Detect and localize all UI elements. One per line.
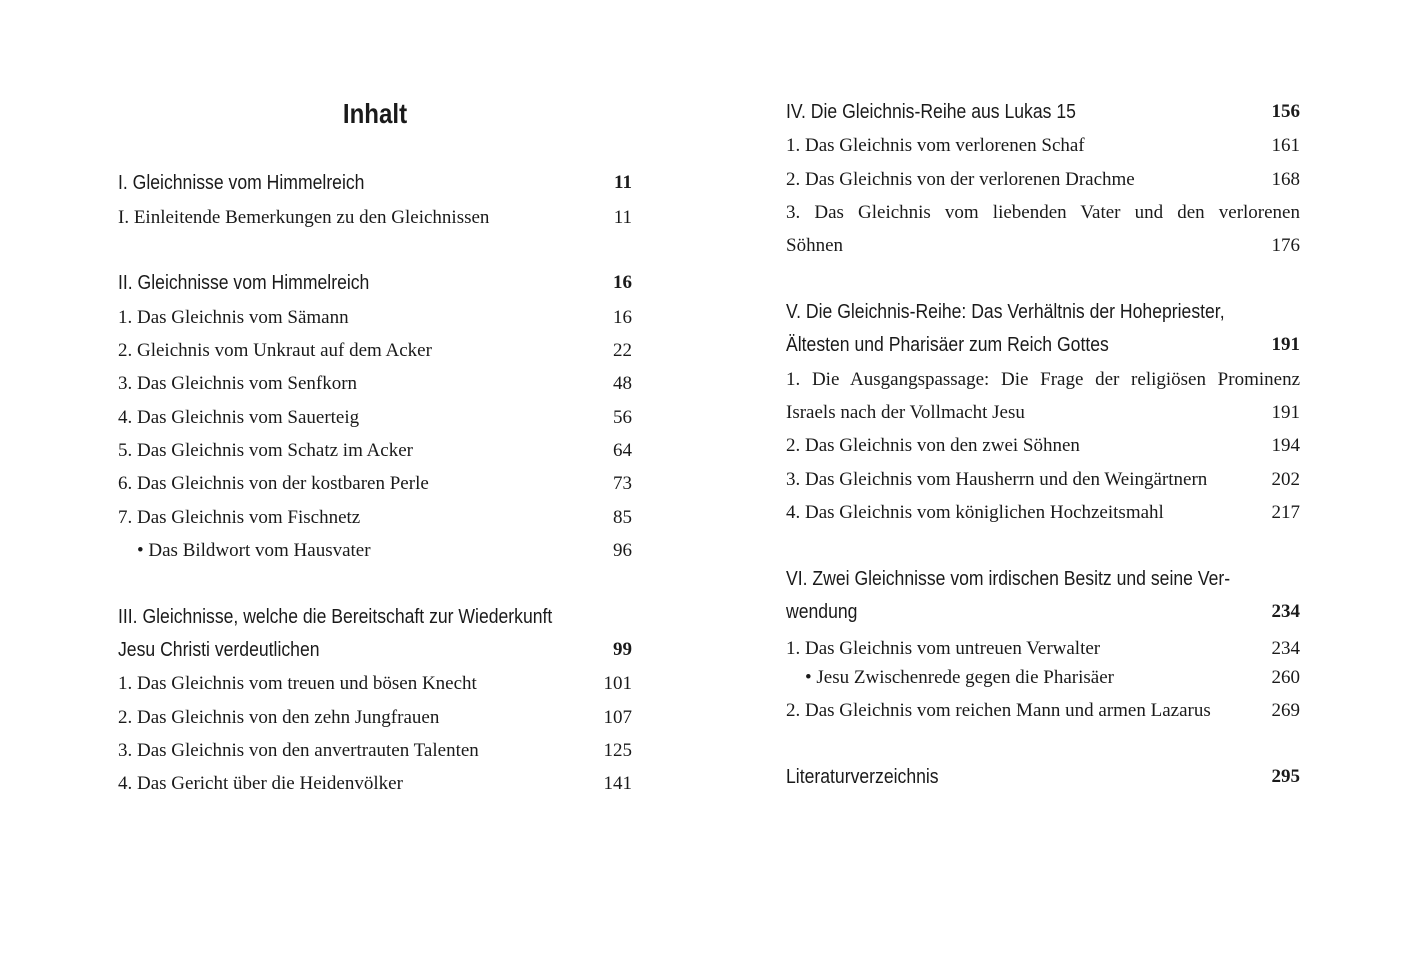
entry-page: 11	[613, 207, 632, 228]
entry-page: 22	[613, 340, 632, 361]
entry-label-line2: Israels nach der Vollmacht Jesu	[786, 402, 1025, 423]
section-heading[interactable]	[118, 604, 632, 630]
entry-page: 48	[613, 373, 632, 394]
section-heading[interactable]	[118, 170, 632, 196]
toc-entry[interactable]	[786, 134, 1300, 158]
section-heading[interactable]	[118, 270, 632, 296]
section-page: 16	[613, 272, 632, 293]
section-page: 156	[1271, 101, 1300, 122]
section-title-line2: Ältesten und Pharisäer zum Reich Gottes	[786, 334, 1109, 356]
entry-page: 73	[613, 473, 632, 494]
section-heading[interactable]	[786, 566, 1300, 592]
toc-entry[interactable]	[118, 306, 632, 330]
entry-page: 194	[1271, 435, 1300, 456]
entry-page: 161	[1271, 135, 1300, 156]
toc-entry[interactable]	[118, 772, 632, 796]
entry-page: 125	[603, 740, 632, 761]
section-heading-cont[interactable]	[786, 332, 1300, 358]
section-page: 191	[1271, 334, 1300, 355]
toc-entry[interactable]	[786, 501, 1300, 525]
section-heading[interactable]	[786, 99, 1300, 125]
section-page: 295	[1271, 766, 1300, 787]
toc-entry-line1[interactable]	[786, 201, 1300, 225]
toc-entry[interactable]	[118, 739, 632, 763]
entry-label: 2. Das Gleichnis von den zehn Jungfrauen	[118, 707, 440, 728]
entry-label: 2. Das Gleichnis von der verlorenen Drachme	[786, 169, 1135, 190]
entry-label: 4. Das Gleichnis vom königlichen Hochzeitsmahl	[786, 502, 1164, 523]
entry-label: 2. Das Gleichnis vom reichen Mann und armen Lazarus	[786, 700, 1211, 721]
section-title-line1: VI. Zwei Gleichnisse vom irdischen Besitz und seine Ver-	[786, 568, 1231, 590]
entry-label: 3. Das Gleichnis vom Hausherrn und den Weingärtnern	[786, 469, 1208, 490]
entry-label-line1: 1. Die Ausgangspassage: Die Frage der religiösen Prominenz	[786, 369, 1300, 390]
toc-entry[interactable]	[786, 468, 1300, 492]
section-title-line2: Jesu Christi verdeutlichen	[118, 639, 320, 661]
entry-label: • Das Bildwort vom Hausvater	[137, 540, 371, 561]
section-title: IV. Die Gleichnis-Reihe aus Lukas 15	[786, 101, 1076, 123]
section-title: II. Gleichnisse vom Himmelreich	[118, 272, 370, 294]
entry-label: 4. Das Gericht über die Heidenvölker	[118, 773, 403, 794]
section-title-line2: wendung	[786, 601, 858, 623]
toc-entry[interactable]	[118, 506, 632, 530]
entry-page: 56	[613, 407, 632, 428]
toc-entry[interactable]	[118, 206, 632, 230]
entry-label: • Jesu Zwischenrede gegen die Pharisäer	[805, 667, 1114, 688]
entry-page: 141	[603, 773, 632, 794]
section-title: Literaturverzeichnis	[786, 766, 939, 788]
entry-page: 107	[603, 707, 632, 728]
section-page: 11	[614, 172, 632, 193]
toc-entry[interactable]	[786, 168, 1300, 192]
entry-page: 96	[613, 540, 632, 561]
entry-page: 168	[1271, 169, 1300, 190]
entry-page: 260	[1271, 667, 1300, 688]
toc-subentry[interactable]	[118, 539, 632, 563]
section-heading-cont[interactable]	[786, 599, 1300, 625]
toc-entry[interactable]	[786, 434, 1300, 458]
entry-label: 1. Das Gleichnis vom treuen und bösen Knecht	[118, 673, 477, 694]
entry-page: 101	[603, 673, 632, 694]
toc-entry-line1[interactable]	[786, 368, 1300, 392]
entry-label: 2. Gleichnis vom Unkraut auf dem Acker	[118, 340, 432, 361]
entry-label: I. Einleitende Bemerkungen zu den Gleichnissen	[118, 207, 490, 228]
toc-entry-line2[interactable]	[786, 234, 1300, 258]
toc-entry[interactable]	[118, 406, 632, 430]
toc-entry[interactable]	[118, 472, 632, 496]
entry-label: 1. Das Gleichnis vom untreuen Verwalter	[786, 638, 1101, 659]
section-title-line1: III. Gleichnisse, welche die Bereitschaft zur Wiederkunft	[118, 606, 553, 628]
toc-subentry[interactable]	[786, 666, 1300, 690]
entry-page: 217	[1271, 502, 1300, 523]
section-heading-cont[interactable]	[118, 637, 632, 663]
entry-page: 202	[1271, 469, 1300, 490]
entry-label-line1: 3. Das Gleichnis vom liebenden Vater und den verlorenen	[786, 202, 1300, 223]
page-title: Inhalt	[342, 98, 408, 129]
entry-label-line2: Söhnen	[786, 235, 843, 256]
entry-label: 4. Das Gleichnis vom Sauerteig	[118, 407, 360, 428]
entry-page: 234	[1271, 638, 1300, 659]
toc-entry[interactable]	[786, 637, 1300, 661]
section-page: 234	[1271, 601, 1300, 622]
toc-entry[interactable]	[118, 439, 632, 463]
toc-entry[interactable]	[118, 372, 632, 396]
toc-entry[interactable]	[786, 699, 1300, 723]
entry-page: 85	[613, 507, 632, 528]
entry-page: 269	[1271, 700, 1300, 721]
toc-entry[interactable]	[118, 672, 632, 696]
entry-label: 3. Das Gleichnis von den anvertrauten Talenten	[118, 740, 479, 761]
toc-entry[interactable]	[118, 706, 632, 730]
toc-entry[interactable]	[118, 339, 632, 363]
entry-page: 176	[1271, 235, 1300, 256]
entry-label: 1. Das Gleichnis vom verlorenen Schaf	[786, 135, 1085, 156]
entry-page: 16	[613, 307, 632, 328]
entry-label: 5. Das Gleichnis vom Schatz im Acker	[118, 440, 413, 461]
entry-label: 6. Das Gleichnis von der kostbaren Perle	[118, 473, 429, 494]
entry-page: 191	[1271, 402, 1300, 423]
section-title: I. Gleichnisse vom Himmelreich	[118, 172, 365, 194]
section-heading[interactable]	[786, 299, 1300, 325]
entry-label: 3. Das Gleichnis vom Senfkorn	[118, 373, 358, 394]
entry-label: 1. Das Gleichnis vom Sämann	[118, 307, 349, 328]
entry-page: 64	[613, 440, 632, 461]
entry-label: 7. Das Gleichnis vom Fischnetz	[118, 507, 361, 528]
section-page: 99	[613, 639, 632, 660]
entry-label: 2. Das Gleichnis von den zwei Söhnen	[786, 435, 1080, 456]
section-title-line1: V. Die Gleichnis-Reihe: Das Verhältnis der Hohepriester,	[786, 301, 1225, 323]
toc-entry-line2[interactable]	[786, 401, 1300, 425]
bibliography-heading[interactable]	[786, 764, 1300, 790]
